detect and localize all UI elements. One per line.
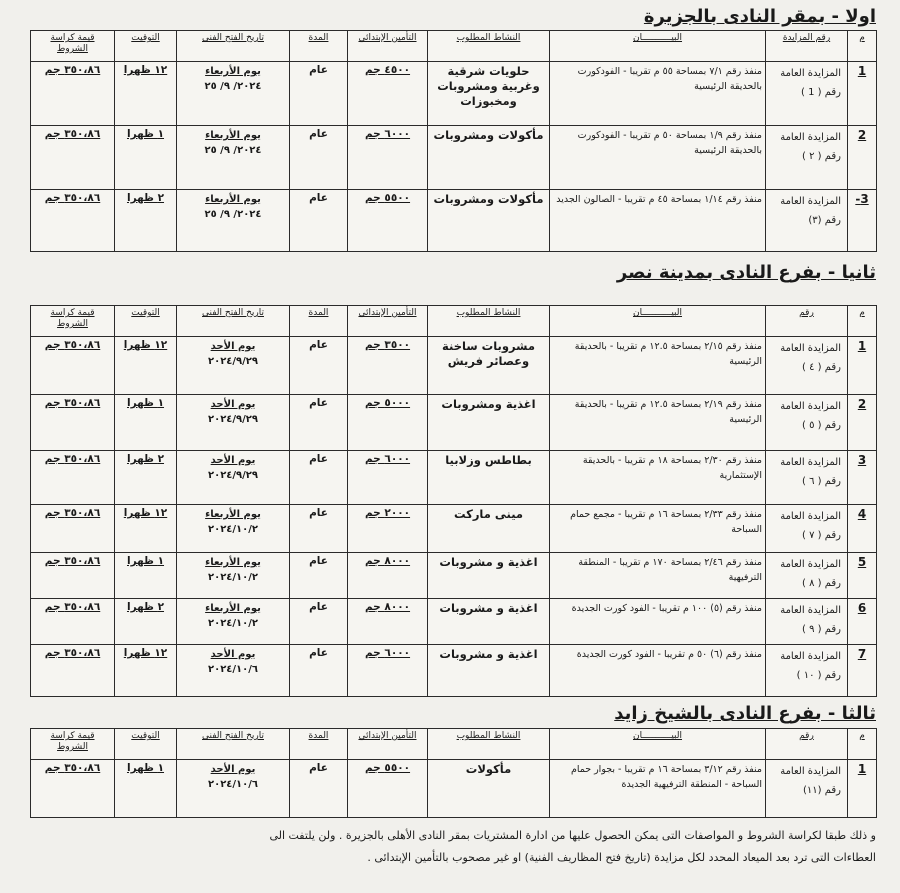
row-duration: عام: [290, 395, 348, 451]
header-price: قيمة كراسة الشروط: [31, 729, 115, 760]
footer-line-1: و ذلك طبقا لكراسة الشروط و المواصفات التى يمكن الحصول عليها من ادارة المشتريات بمقر النادى الأهلى بالجزيرة . ولن يلتفت الى: [269, 829, 876, 842]
row-num: 2: [848, 126, 877, 190]
row-duration: عام: [290, 645, 348, 697]
row-duration: عام: [290, 126, 348, 190]
row-price: ٣٥٠،٨٦ جم: [31, 190, 115, 252]
row-date-day: يوم الأحد: [210, 341, 256, 352]
row-auction: المزايدة العامة رقم ( ٢ ): [766, 126, 848, 190]
row-date: [177, 505, 290, 553]
section-title-sheikh-zayed: ثالثا - بفرع النادى بالشيخ زايد: [614, 703, 876, 724]
row-date-value: ٢٠٢٤/٩/٢٩: [207, 414, 259, 425]
row-activity: مأكولات ومشروبات: [428, 126, 550, 190]
row-time: ١ ظهرا: [115, 760, 177, 818]
row-deposit: ٨٠٠٠ جم: [348, 599, 428, 645]
row-date-value: ٢٠٢٤/٩/٢٩: [207, 470, 259, 481]
header-description: البيـــــــــــان: [550, 729, 766, 760]
row-date: [177, 126, 290, 190]
header-auction: رقم المزايدة: [766, 31, 848, 62]
row-price: ٣٥٠،٨٦ جم: [31, 62, 115, 126]
row-duration: عام: [290, 190, 348, 252]
row-deposit: ٦٠٠٠ جم: [348, 126, 428, 190]
header-description: البيـــــــــــان: [550, 31, 766, 62]
row-auction: المزايدة العامة رقم ( ٥ ): [766, 395, 848, 451]
row-duration: عام: [290, 505, 348, 553]
row-date-value: ٢٠٢٤/٩/٢٩: [207, 356, 259, 367]
row-description: منفذ رقم ٢/١٩ بمساحة ١٢.٥ م تقريبا - بالحديقة الرئيسية: [550, 395, 766, 451]
row-time: ٢ ظهرا: [115, 451, 177, 505]
row-price: ٣٥٠،٨٦ جم: [31, 395, 115, 451]
row-num: 2: [848, 395, 877, 451]
row-date: [177, 645, 290, 697]
header-auction: رقم: [766, 729, 848, 760]
row-date-day: يوم الأربعاء: [205, 509, 261, 520]
footer-line-2: العطاءات التى ترد بعد الميعاد المحدد لكل مزايدة (تاريخ فتح المظاريف الفنية) او غير مصحوب بالتأمين الإبتدائى .: [367, 851, 876, 864]
row-description: منفذ رقم ٢/٣٠ بمساحة ١٨ م تقريبا - بالحديقة الإستثمارية: [550, 451, 766, 505]
header-time: التوقيت: [115, 306, 177, 337]
header-num: م: [848, 306, 877, 337]
row-auction: المزايدة العامة رقم (٣): [766, 190, 848, 252]
row-deposit: ٣٥٠٠ جم: [348, 337, 428, 395]
row-price: ٣٥٠،٨٦ جم: [31, 553, 115, 599]
row-deposit: ٦٠٠٠ جم: [348, 645, 428, 697]
header-description: البيـــــــــــان: [550, 306, 766, 337]
row-date-value: ٢٠٢٤/١٠/٢: [207, 618, 259, 629]
row-description: منفذ رقم ٢/١٥ بمساحة ١٢.٥ م تقريبا - بالحديقة الرئيسية: [550, 337, 766, 395]
row-auction: المزايدة العامة رقم ( ٧ ): [766, 505, 848, 553]
row-price: ٣٥٠،٨٦ جم: [31, 599, 115, 645]
header-price: قيمة كراسة الشروط: [31, 31, 115, 62]
row-date-value: ٢٠٢٤/ ٩/ ٢٥: [204, 145, 262, 156]
row-deposit: ٢٠٠٠ جم: [348, 505, 428, 553]
row-time: ١٢ ظهرا: [115, 337, 177, 395]
row-activity: اغذية و مشروبات: [428, 645, 550, 697]
row-num: 1: [848, 337, 877, 395]
table-row: [31, 395, 877, 451]
row-description: منفذ رقم ٧/١ بمساحة ٥٥ م تقريبا - الفودكورت بالحديقة الرئيسية: [550, 62, 766, 126]
row-num: 3-: [848, 190, 877, 252]
row-date: [177, 337, 290, 395]
row-date-day: يوم الأحد: [210, 455, 256, 466]
header-price: قيمة كراسة الشروط: [31, 306, 115, 337]
table-row: [31, 553, 877, 599]
table-row: [31, 451, 877, 505]
row-activity: بطاطس وزلابيا: [428, 451, 550, 505]
row-deposit: ٦٠٠٠ جم: [348, 451, 428, 505]
row-time: ١ ظهرا: [115, 395, 177, 451]
table-nasr-city: [30, 305, 877, 697]
row-duration: عام: [290, 553, 348, 599]
row-date-value: ٢٠٢٤/ ٩/ ٢٥: [204, 81, 262, 92]
row-duration: عام: [290, 451, 348, 505]
row-activity: مأكولات: [428, 760, 550, 818]
row-date: [177, 451, 290, 505]
row-activity: اغذية و مشروبات: [428, 599, 550, 645]
row-time: ١٢ ظهرا: [115, 505, 177, 553]
row-description: منفذ رقم ٢/٤٦ بمساحة ١٧٠ م تقريبا - المنطقة الترفيهية: [550, 553, 766, 599]
footer-note: [16, 825, 876, 869]
row-auction: المزايدة العامة رقم ( ٦ ): [766, 451, 848, 505]
row-deposit: ٨٠٠٠ جم: [348, 553, 428, 599]
table-row: [31, 126, 877, 190]
table-row: [31, 337, 877, 395]
row-time: ٢ ظهرا: [115, 599, 177, 645]
row-duration: عام: [290, 62, 348, 126]
row-date-day: يوم الأربعاء: [205, 557, 261, 568]
table-gezira: [30, 30, 877, 252]
row-time: ١ ظهرا: [115, 126, 177, 190]
row-auction: المزايدة العامة رقم ( ٤ ): [766, 337, 848, 395]
header-time: التوقيت: [115, 31, 177, 62]
row-date-value: ٢٠٢٤/١٠/٢: [207, 572, 259, 583]
row-deposit: ٤٥٠٠ جم: [348, 62, 428, 126]
row-date: [177, 62, 290, 126]
header-date: تاريخ الفتح الفنى: [177, 31, 290, 62]
row-price: ٣٥٠،٨٦ جم: [31, 760, 115, 818]
header-duration: المدة: [290, 306, 348, 337]
header-duration: المدة: [290, 31, 348, 62]
header-activity: النشاط المطلوب: [428, 729, 550, 760]
row-auction: المزايدة العامة رقم ( 1 ): [766, 62, 848, 126]
row-num: 3: [848, 451, 877, 505]
row-price: ٣٥٠،٨٦ جم: [31, 505, 115, 553]
row-time: ٢ ظهرا: [115, 190, 177, 252]
row-date: [177, 190, 290, 252]
row-date-day: يوم الأربعاء: [205, 66, 261, 77]
header-time: التوقيت: [115, 729, 177, 760]
table-row: [31, 505, 877, 553]
table-row: [31, 760, 877, 818]
row-duration: عام: [290, 760, 348, 818]
row-description: منفذ رقم (٦) ٥٠ م تقريبا - الفود كورت الجديدة: [550, 645, 766, 697]
header-num: م: [848, 31, 877, 62]
row-time: ١٢ ظهرا: [115, 645, 177, 697]
row-auction: المزايدة العامة رقم ( ١٠ ): [766, 645, 848, 697]
row-num: 1: [848, 760, 877, 818]
row-time: ١٢ ظهرا: [115, 62, 177, 126]
row-date-value: ٢٠٢٤/ ٩/ ٢٥: [204, 209, 262, 220]
header-activity: النشاط المطلوب: [428, 31, 550, 62]
row-activity: مأكولات ومشروبات: [428, 190, 550, 252]
row-deposit: ٥٠٠٠ جم: [348, 395, 428, 451]
row-num: 6: [848, 599, 877, 645]
row-date-day: يوم الأحد: [210, 399, 256, 410]
row-num: 1: [848, 62, 877, 126]
row-activity: اغذية و مشروبات: [428, 553, 550, 599]
header-duration: المدة: [290, 729, 348, 760]
table-row: [31, 645, 877, 697]
row-activity: اغذية ومشروبات: [428, 395, 550, 451]
header-deposit: التأمين الإبتدائي: [348, 729, 428, 760]
row-date: [177, 599, 290, 645]
row-auction: المزايدة العامة رقم ( ٨ ): [766, 553, 848, 599]
row-date-day: يوم الأربعاء: [205, 130, 261, 141]
row-date: [177, 553, 290, 599]
table-header: [31, 729, 877, 760]
row-date-value: ٢٠٢٤/١٠/٦: [207, 664, 259, 675]
table-sheikh-zayed: [30, 728, 877, 818]
row-price: ٣٥٠،٨٦ جم: [31, 126, 115, 190]
table-row: [31, 62, 877, 126]
row-date: [177, 760, 290, 818]
header-activity: النشاط المطلوب: [428, 306, 550, 337]
row-activity: حلويات شرقية وغربية ومشروبات ومخبوزات: [428, 62, 550, 126]
row-date-value: ٢٠٢٤/١٠/٢: [207, 524, 259, 535]
row-num: 5: [848, 553, 877, 599]
row-date-day: يوم الأربعاء: [205, 603, 261, 614]
row-auction: المزايدة العامة رقم ( ٩ ): [766, 599, 848, 645]
row-date-day: يوم الأحد: [210, 764, 256, 775]
row-activity: مشروبات ساخنة وعصائر فريش: [428, 337, 550, 395]
row-auction: المزايدة العامة رقم (١١): [766, 760, 848, 818]
row-deposit: ٥٥٠٠ جم: [348, 760, 428, 818]
row-price: ٣٥٠،٨٦ جم: [31, 451, 115, 505]
row-date-day: يوم الأربعاء: [205, 194, 261, 205]
table-row: [31, 190, 877, 252]
header-deposit: التأمين الإبتدائي: [348, 31, 428, 62]
row-date-day: يوم الأحد: [210, 649, 256, 660]
row-activity: مينى ماركت: [428, 505, 550, 553]
table-row: [31, 599, 877, 645]
row-description: منفذ رقم ١/١٤ بمساحة ٤٥ م تقريبا - الصالون الجديد: [550, 190, 766, 252]
row-duration: عام: [290, 599, 348, 645]
row-price: ٣٥٠،٨٦ جم: [31, 645, 115, 697]
row-time: ١ ظهرا: [115, 553, 177, 599]
row-deposit: ٥٥٠٠ جم: [348, 190, 428, 252]
section-title-gezira: اولا - بمقر النادى بالجزيرة: [643, 6, 876, 27]
row-description: منفذ رقم ٢/٣٣ بمساحة ١٦ م تقريبا - مجمع حمام السباحة: [550, 505, 766, 553]
header-auction: رقم: [766, 306, 848, 337]
row-description: منفذ رقم ١/٩ بمساحة ٥٠ م تقريبا - الفودكورت بالحديقة الرئيسية: [550, 126, 766, 190]
row-price: ٣٥٠،٨٦ جم: [31, 337, 115, 395]
header-deposit: التأمين الإبتدائي: [348, 306, 428, 337]
row-description: منفذ رقم (٥) ١٠٠ م تقريبا - الفود كورت الجديدة: [550, 599, 766, 645]
row-date-value: ٢٠٢٤/١٠/٦: [207, 779, 259, 790]
row-description: منفذ رقم ٣/١٢ بمساحة ١٦ م تقريبا - بجوار حمام السباحة - المنطقة الترفيهية الجديدة: [550, 760, 766, 818]
header-num: م: [848, 729, 877, 760]
section-title-nasr-city: ثانيا - بفرع النادى بمدينة نصر: [616, 262, 876, 283]
table-header: [31, 306, 877, 337]
row-duration: عام: [290, 337, 348, 395]
table-header: [31, 31, 877, 62]
row-num: 4: [848, 505, 877, 553]
row-date: [177, 395, 290, 451]
header-date: تاريخ الفتح الفنى: [177, 729, 290, 760]
row-num: 7: [848, 645, 877, 697]
header-date: تاريخ الفتح الفنى: [177, 306, 290, 337]
